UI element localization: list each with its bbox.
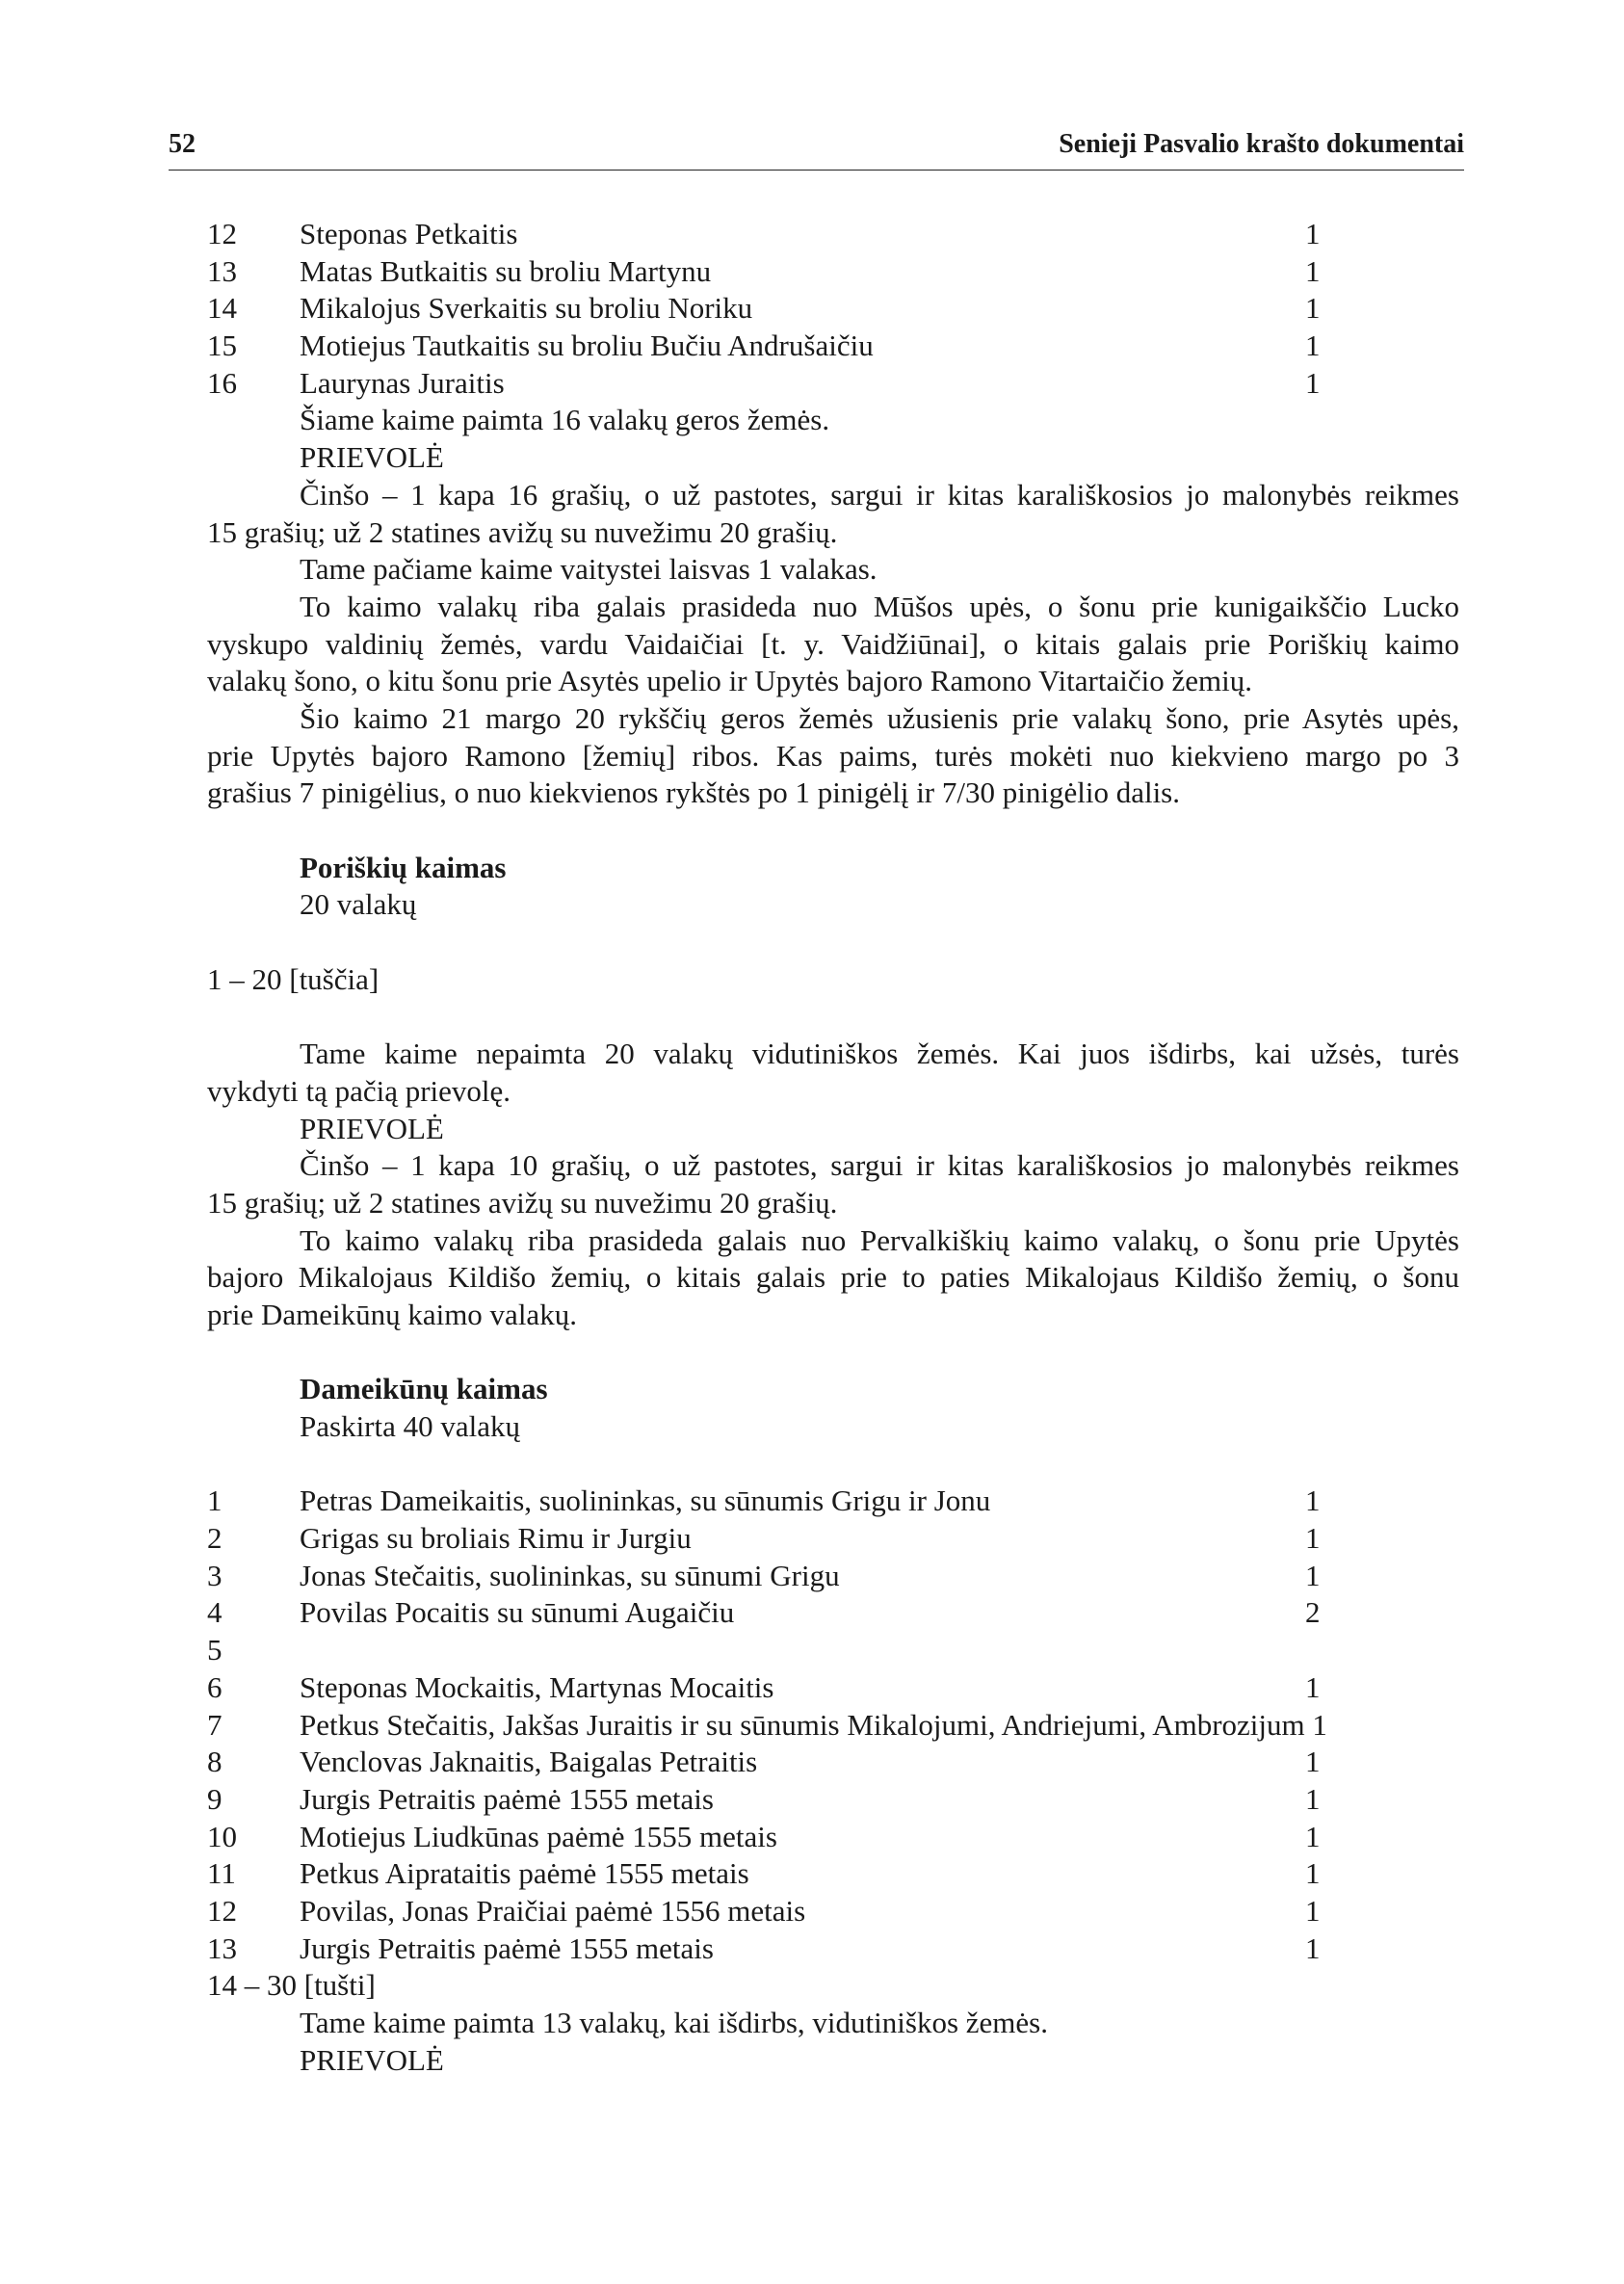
paragraph-line: vykdyti tą pačią prievolę. xyxy=(207,1073,511,1108)
item-number: 11 xyxy=(207,1856,236,1891)
item-quantity: 1 xyxy=(1305,1521,1321,1556)
item-number: 3 xyxy=(207,1558,223,1592)
section-subheading: Paskirta 40 valakų xyxy=(300,1409,521,1443)
paragraph-riba xyxy=(207,589,1459,700)
spacer xyxy=(207,998,1459,1036)
item-number: 6 xyxy=(207,1669,223,1704)
item-number: 13 xyxy=(207,253,237,288)
item-name: Venclovas Jaknaitis, Baigalas Petraitis xyxy=(300,1745,758,1779)
list-item xyxy=(207,1819,1459,1856)
item-quantity: 1 xyxy=(1305,1558,1321,1592)
item-quantity: 2 xyxy=(1305,1595,1321,1630)
list-item xyxy=(207,1781,1459,1819)
paragraph-line: To kaimo valakų riba prasideda galais nuo Pervalkiškių kaimo valakų, o šonu prie Upytės xyxy=(300,1222,1459,1257)
list-item xyxy=(207,1744,1459,1781)
item-name: Petkus Aiprataitis paėmė 1555 metais xyxy=(300,1856,749,1891)
list-item xyxy=(207,328,1459,365)
summary-line: Tame kaime paimta 13 valakų, kai išdirbs, vidutiniškos žemės. xyxy=(300,2006,1048,2039)
section-heading-dameikunu: Dameikūnų kaimas xyxy=(300,1372,548,1406)
item-quantity: 1 xyxy=(1305,1930,1321,1965)
list-item xyxy=(207,1558,1459,1595)
item-name: Jurgis Petraitis paėmė 1555 metais xyxy=(300,1930,714,1965)
item-number: 14 xyxy=(207,291,237,326)
item-name: Grigas su broliais Rimu ir Jurgiu xyxy=(300,1521,692,1556)
item-quantity: 1 xyxy=(1305,1745,1321,1779)
item-name: Povilas Pocaitis su sūnumi Augaičiu xyxy=(300,1595,735,1630)
paragraph-line: 15 grašių; už 2 statines avižų su nuvežimu 20 grašių. xyxy=(207,514,838,549)
item-number: 15 xyxy=(207,328,237,363)
paragraph-line: To kaimo valakų riba galais prasideda nuo Mūšos upės, o šonu prie kunigaikščio Lucko xyxy=(300,589,1459,623)
page-header xyxy=(169,123,1464,171)
item-name: Motiejus Tautkaitis su broliu Bučiu Andrušaičiu xyxy=(300,328,874,363)
item-name: Povilas, Jonas Praičiai paėmė 1556 metais xyxy=(300,1893,806,1928)
paragraph-cinsas xyxy=(207,477,1459,551)
spacer xyxy=(207,924,1459,961)
item-number: 1 xyxy=(207,1483,223,1518)
paragraph-cinsas xyxy=(207,1147,1459,1221)
prievole-heading: PRIEVOLĖ xyxy=(300,1111,444,1145)
prievole-heading: PRIEVOLĖ xyxy=(300,2042,444,2077)
item-quantity: 1 xyxy=(1305,291,1321,326)
list-item xyxy=(207,253,1459,291)
item-number: 12 xyxy=(207,1893,237,1928)
paragraph-line: Tame kaime nepaimta 20 valakų vidutiniškos žemės. Kai juos išdirbs, kai užsės, turės xyxy=(300,1037,1459,1071)
spacer xyxy=(207,1446,1459,1483)
paragraph-line: valakų šono, o kitu šonu prie Asytės upelio ir Upytės bajoro Ramono Vitartaičio žemių. xyxy=(207,664,1252,698)
item-number: 7 xyxy=(207,1707,223,1742)
paragraph-line: vyskupo valdinių žemės, vardu Vaidaičiai [t. y. Vaidžiūnai], o kitais galais prie Poriškių kaimo xyxy=(207,626,1459,661)
item-number: 2 xyxy=(207,1521,223,1556)
household-list xyxy=(207,216,1459,402)
item-number: 5 xyxy=(207,1633,223,1667)
item-name: Mikalojus Sverkaitis su broliu Noriku xyxy=(300,291,753,326)
item-number: 9 xyxy=(207,1781,223,1816)
item-quantity: 1 xyxy=(1305,1483,1321,1518)
page-number: 52 xyxy=(169,129,196,159)
paragraph-line: Činšo – 1 kapa 10 grašių, o už pastotes, sargui ir kitas karališkosios jo malonybės reikmes xyxy=(300,1148,1459,1183)
paragraph-line: Šio kaimo 21 margo 20 rykščių geros žemės užusienis prie valakų šono, prie Asytės upės, xyxy=(300,700,1459,735)
paragraph-line: prie Dameikūnų kaimo valakų. xyxy=(207,1297,577,1331)
running-title: Senieji Pasvalio krašto dokumentai xyxy=(1059,129,1464,159)
list-item xyxy=(207,365,1459,403)
item-name: Steponas Mockaitis, Martynas Mocaitis xyxy=(300,1669,774,1704)
paragraph-riba xyxy=(207,1222,1459,1334)
item-number: 13 xyxy=(207,1930,237,1965)
paragraph-line: bajoro Mikalojaus Kildišo žemių, o kitais galais prie to paties Mikalojaus Kildišo žemių, o šonu xyxy=(207,1260,1459,1295)
item-quantity: 1 xyxy=(1305,365,1321,400)
list-item xyxy=(207,1594,1459,1632)
household-list xyxy=(207,1483,1459,1967)
paragraph-line: prie Upytės bajoro Ramono [žemių] ribos. Kas paims, turės mokėti nuo kiekvieno margo po 3 xyxy=(207,738,1459,773)
list-item xyxy=(207,1632,1459,1669)
list-item xyxy=(207,1483,1459,1520)
paragraph-margai xyxy=(207,700,1459,812)
item-name: Jurgis Petraitis paėmė 1555 metais xyxy=(300,1781,714,1816)
empty-range: 1 – 20 [tuščia] xyxy=(207,961,380,996)
summary-line: Šiame kaime paimta 16 valakų geros žemės. xyxy=(300,403,830,437)
item-name: Steponas Petkaitis xyxy=(300,217,518,250)
item-quantity: 1 xyxy=(1305,1669,1321,1704)
paragraph-nepaimta xyxy=(207,1036,1459,1110)
page-body xyxy=(207,216,1459,2079)
item-quantity: 1 xyxy=(1305,1856,1321,1891)
item-number: 10 xyxy=(207,1819,237,1853)
section-heading-poriskiu: Poriškių kaimas xyxy=(300,850,507,884)
section-subheading: 20 valakų xyxy=(300,887,417,922)
spacer xyxy=(207,812,1459,850)
item-name: Petras Dameikaitis, suolininkas, su sūnumis Grigu ir Jonu xyxy=(300,1483,991,1518)
list-item xyxy=(207,1893,1459,1930)
list-item xyxy=(207,1669,1459,1707)
list-item xyxy=(207,1707,1459,1745)
item-quantity: 1 xyxy=(1305,328,1321,363)
item-name: Petkus Stečaitis, Jakšas Juraitis ir su sūnumis Mikalojumi, Andriejumi, Ambrozijum 1 xyxy=(300,1707,1327,1742)
list-item xyxy=(207,1930,1459,1968)
paragraph-line: 15 grašių; už 2 statines avižų su nuvežimu 20 grašių. xyxy=(207,1185,838,1220)
item-number: 12 xyxy=(207,217,237,250)
list-item xyxy=(207,290,1459,328)
empty-range: 14 – 30 [tušti] xyxy=(207,1968,376,2003)
item-name: Laurynas Juraitis xyxy=(300,365,505,400)
item-quantity: 1 xyxy=(1305,1781,1321,1816)
item-quantity: 1 xyxy=(1305,253,1321,288)
item-name: Matas Butkaitis su broliu Martynu xyxy=(300,253,712,288)
item-number: 16 xyxy=(207,365,237,400)
list-item xyxy=(207,216,1459,253)
list-item xyxy=(207,1855,1459,1893)
item-number: 8 xyxy=(207,1745,223,1779)
item-number: 4 xyxy=(207,1595,223,1630)
item-quantity: 1 xyxy=(1305,1893,1321,1928)
item-quantity: 1 xyxy=(1305,217,1321,250)
item-quantity: 1 xyxy=(1305,1819,1321,1853)
spacer xyxy=(207,1334,1459,1372)
prievole-heading: PRIEVOLĖ xyxy=(300,440,444,475)
item-name: Motiejus Liudkūnas paėmė 1555 metais xyxy=(300,1819,777,1853)
list-item xyxy=(207,1520,1459,1558)
paragraph-line: Činšo – 1 kapa 16 grašių, o už pastotes, sargui ir kitas karališkosios jo malonybės reikmes xyxy=(300,477,1459,512)
paragraph-line: grašius 7 pinigėlius, o nuo kiekvienos rykštės po 1 pinigėlį ir 7/30 pinigėlio dalis. xyxy=(207,775,1180,810)
item-name: Jonas Stečaitis, suolininkas, su sūnumi Grigu xyxy=(300,1558,840,1592)
paragraph-vaitystei: Tame pačiame kaime vaitystei laisvas 1 valakas. xyxy=(300,552,877,587)
